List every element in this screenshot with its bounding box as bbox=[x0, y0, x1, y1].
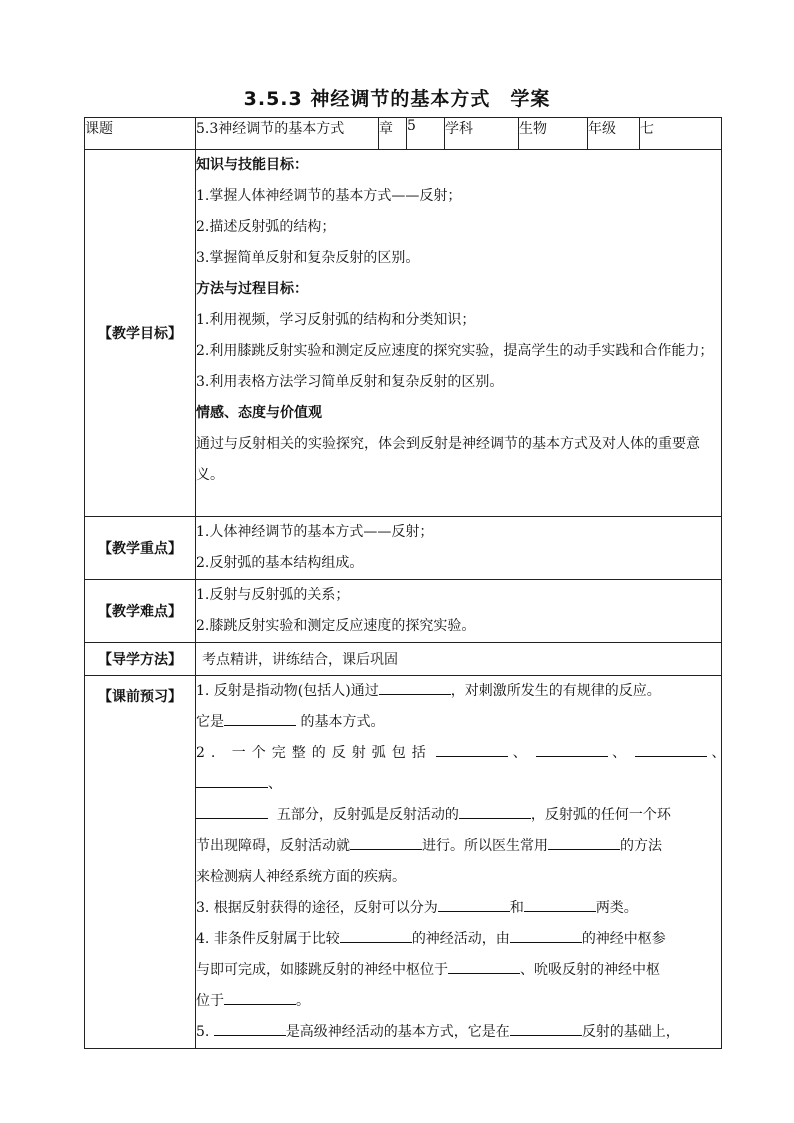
subject-value: 生物 bbox=[519, 118, 588, 150]
key-point-item: 2.反射弧的基本结构组成。 bbox=[196, 555, 364, 571]
knowledge-heading: 知识与技能目标： bbox=[196, 157, 308, 173]
preview-label: 【课前预习】 bbox=[85, 676, 196, 1049]
question-2: 2. 一个完整的反射弧包括 、 、 、 bbox=[196, 738, 721, 769]
grade-value: 七 bbox=[640, 118, 722, 150]
blank[interactable] bbox=[524, 895, 596, 912]
blank[interactable] bbox=[379, 678, 451, 695]
blank[interactable] bbox=[510, 926, 582, 943]
difficulties-content bbox=[196, 580, 722, 643]
blank[interactable] bbox=[438, 895, 510, 912]
emotion-text: 通过与反射相关的实验探究，体会到反射是神经调节的基本方式及对人体的重要意义。 bbox=[196, 436, 700, 483]
objectives-label: 【教学目标】 bbox=[85, 150, 196, 517]
method-item: 3.利用表格方法学习简单反射和复杂反射的区别。 bbox=[196, 374, 504, 390]
emotion-heading: 情感、态度与价值观 bbox=[196, 405, 322, 421]
lesson-plan-table bbox=[84, 117, 726, 1049]
blank[interactable] bbox=[196, 771, 268, 788]
blank[interactable] bbox=[224, 709, 296, 726]
header-row bbox=[85, 118, 722, 150]
knowledge-item: 1.掌握人体神经调节的基本方式——反射； bbox=[196, 188, 462, 204]
chapter-value: 5 bbox=[407, 118, 445, 150]
difficulties-label: 【教学难点】 bbox=[85, 580, 196, 643]
blank[interactable] bbox=[196, 802, 268, 819]
chapter-label: 章 bbox=[379, 118, 407, 150]
difficulties-row bbox=[85, 580, 722, 643]
knowledge-item: 3.掌握简单反射和复杂反射的区别。 bbox=[196, 250, 420, 266]
knowledge-item: 2.描述反射弧的结构； bbox=[196, 219, 336, 235]
blank[interactable] bbox=[350, 833, 422, 850]
question-1-cont: 它是 的基本方式。 bbox=[196, 707, 721, 738]
method-label: 【导学方法】 bbox=[85, 643, 196, 676]
objectives-row bbox=[85, 150, 722, 517]
question-3: 3. 根据反射获得的途径，反射可以分为 和 两类。 bbox=[196, 893, 721, 924]
blank[interactable] bbox=[224, 988, 296, 1005]
topic-value: 5.3神经调节的基本方式 bbox=[196, 118, 379, 150]
preview-content bbox=[196, 676, 726, 1049]
method-text: 考点精讲，讲练结合，课后巩固 bbox=[196, 643, 722, 676]
question-4-cont: 与即可完成，如膝跳反射的神经中枢位于 、吮吸反射的神经中枢 bbox=[196, 955, 721, 986]
blank[interactable] bbox=[510, 1019, 582, 1036]
question-1: 1. 反射是指动物(包括人)通过 ，对刺激所发生的有规律的反应。 bbox=[196, 676, 721, 707]
method-heading: 方法与过程目标： bbox=[196, 281, 308, 297]
blank[interactable] bbox=[548, 833, 620, 850]
question-5: 5. 是高级神经活动的基本方式，它是在 反射的基础上， bbox=[196, 1017, 721, 1048]
subject-label: 学科 bbox=[445, 118, 519, 150]
question-2-cont: 、 bbox=[196, 769, 721, 800]
page-title: 3.5.3 神经调节的基本方式 学案 bbox=[243, 88, 551, 110]
key-points-label: 【教学重点】 bbox=[85, 517, 196, 580]
question-2-cont: 五部分，反射弧是反射活动的 ，反射弧的任何一个环 bbox=[196, 800, 721, 831]
difficulty-item: 1.反射与反射弧的关系； bbox=[196, 587, 350, 603]
grade-label: 年级 bbox=[588, 118, 640, 150]
blank[interactable] bbox=[459, 802, 531, 819]
method-item: 1.利用视频，学习反射弧的结构和分类知识； bbox=[196, 312, 476, 328]
key-points-row bbox=[85, 517, 722, 580]
preview-row bbox=[85, 676, 722, 1049]
blank[interactable] bbox=[340, 926, 412, 943]
question-2-cont: 来检测病人神经系统方面的疾病。 bbox=[196, 869, 406, 885]
key-point-item: 1.人体神经调节的基本方式——反射； bbox=[196, 524, 434, 540]
difficulty-item: 2.膝跳反射实验和测定反应速度的探究实验。 bbox=[196, 618, 476, 634]
blank[interactable] bbox=[448, 957, 520, 974]
question-4: 4. 非条件反射属于比较 的神经活动，由 的神经中枢参 bbox=[196, 924, 721, 955]
key-points-content bbox=[196, 517, 722, 580]
blank[interactable] bbox=[635, 740, 707, 757]
method-row bbox=[85, 643, 722, 676]
blank[interactable] bbox=[536, 740, 608, 757]
blank[interactable] bbox=[436, 740, 508, 757]
question-2-cont: 节出现障碍，反射活动就 进行。所以医生常用 的方法 bbox=[196, 831, 721, 862]
method-item: 2.利用膝跳反射实验和测定反应速度的探究实验，提高学生的动手实践和合作能力； bbox=[196, 343, 714, 359]
question-4-cont: 位于 。 bbox=[196, 986, 721, 1017]
blank[interactable] bbox=[214, 1019, 286, 1036]
topic-label: 课题 bbox=[85, 118, 196, 150]
objectives-content bbox=[196, 150, 722, 517]
